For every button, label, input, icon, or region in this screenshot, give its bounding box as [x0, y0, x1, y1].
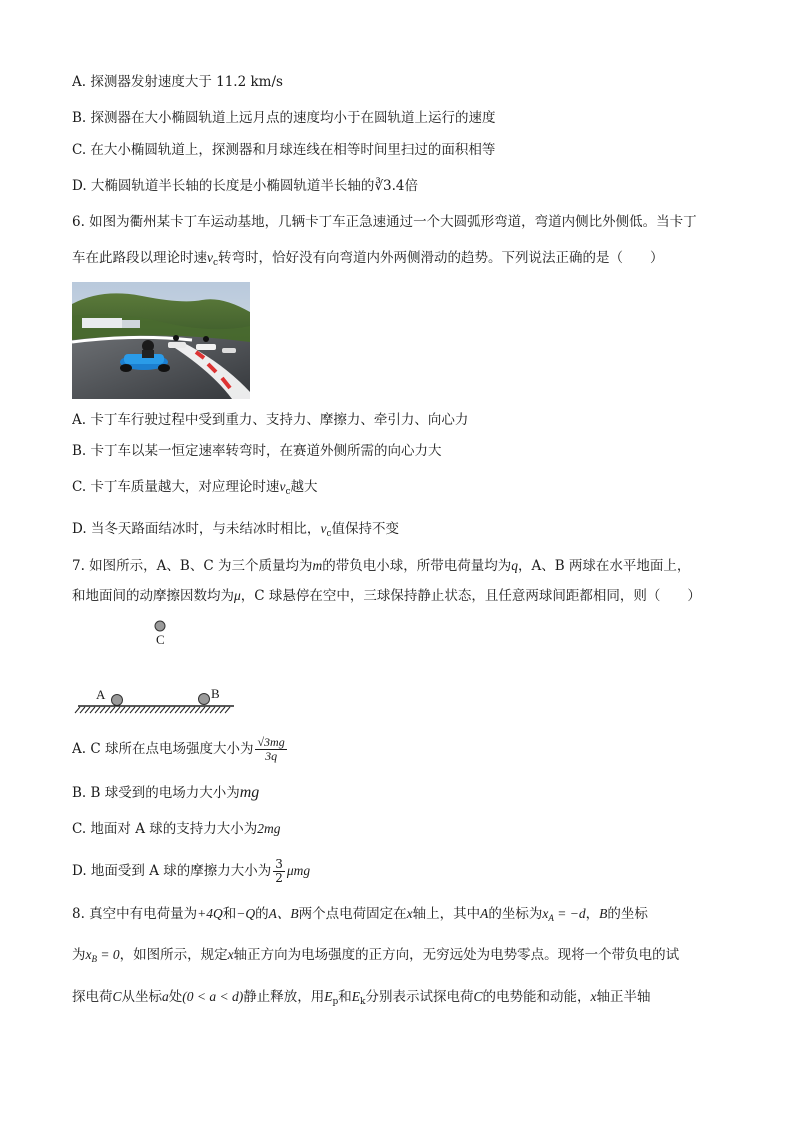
- q8-l1j: A: [480, 906, 489, 921]
- q8-l3g: 静止释放，用: [243, 989, 325, 1005]
- hatch-stroke: [205, 707, 210, 713]
- q6-option-b: B. 卡丁车以某一恒定速率转弯时，在赛道外侧所需的向心力大: [72, 443, 442, 459]
- q5-option-d-suffix: 倍: [404, 178, 419, 194]
- q8-l1c: 和: [222, 906, 237, 922]
- hatch-stroke: [150, 707, 155, 713]
- q6-option-c-b: 越大: [290, 479, 318, 495]
- q7-option-d-text: D. 地面受到 A 球的摩擦力大小为: [72, 863, 272, 879]
- q8-l2e: ，如图所示，规定: [119, 947, 228, 963]
- q6-option-a: A. 卡丁车行驶过程中受到重力、支持力、摩擦力、牵引力、向心力: [72, 412, 469, 428]
- ball-b-label: B: [211, 686, 220, 701]
- q7-stem-line2: [72, 586, 732, 606]
- q8-l3p: x: [590, 989, 597, 1004]
- q7-m: m: [312, 558, 323, 573]
- hatch-stroke: [220, 707, 225, 713]
- q7-option-d-val: μmg: [286, 863, 311, 878]
- hatch-stroke: [80, 707, 85, 713]
- q7-option-a: [72, 735, 732, 763]
- hatch-stroke: [225, 707, 230, 713]
- q8-l3h: E: [324, 989, 333, 1004]
- q8-l3k: E: [351, 989, 360, 1004]
- q8-l1g: 两个点电荷固定在: [298, 906, 407, 922]
- hatch-stroke: [190, 707, 195, 713]
- hatch-stroke: [200, 707, 205, 713]
- q5-option-d-root: ∛3.4: [374, 178, 405, 194]
- q8-l1q: 的坐标: [607, 906, 648, 922]
- hatch-stroke: [100, 707, 105, 713]
- hatch-stroke: [175, 707, 180, 713]
- q7-option-c: [72, 819, 732, 839]
- ball-c-label: C: [156, 632, 165, 647]
- q8-line2: [72, 945, 732, 969]
- q8-l2g: 轴正方向为电场强度的正方向，无穷远处为电势零点。现将一个带负电的试: [233, 947, 680, 963]
- q7-option-d: [72, 855, 732, 887]
- q8-l3n: C: [473, 989, 483, 1004]
- q8-l2c: B: [91, 954, 97, 964]
- q5-option-b: B. 探测器在大小椭圆轨道上远月点的速度均小于在圆轨道上运行的速度: [72, 110, 496, 126]
- q7-option-c-text: C. 地面对 A 球的支持力大小为: [72, 821, 258, 837]
- q8-l1i: 轴上，其中: [412, 906, 481, 922]
- hatch-stroke: [105, 707, 110, 713]
- ground-hatching: [75, 707, 230, 713]
- hatch-stroke: [75, 707, 80, 713]
- q7-stem2b: ，C 球悬停在空中，三球保持静止状态，且任意两球间距都相同，则（ ）: [240, 588, 701, 604]
- hatch-stroke: [130, 707, 135, 713]
- hatch-stroke: [185, 707, 190, 713]
- q7-option-b: [72, 783, 732, 803]
- q8-l1n: = −d: [553, 906, 586, 921]
- q7-option-a-den: 3q: [265, 749, 278, 763]
- q6-v-symbol: v: [207, 250, 213, 265]
- q6-option-d-b: 值保持不变: [331, 521, 399, 537]
- q8-line3: [72, 987, 732, 1012]
- hatch-stroke: [125, 707, 130, 713]
- q8-l3c: 从坐标: [121, 989, 163, 1005]
- hatch-stroke: [115, 707, 120, 713]
- q7-mu: μ: [234, 588, 241, 603]
- q8-l1a: 8. 真空中有电荷量为: [72, 906, 198, 922]
- hatch-stroke: [210, 707, 215, 713]
- hatch-stroke: [120, 707, 125, 713]
- q7-stem1a: 7. 如图所示，A、B、C 为三个质量均为: [72, 558, 313, 574]
- q6-option-c-vsub: c: [285, 487, 291, 497]
- q8-l3l: k: [360, 997, 366, 1007]
- q5-option-a: A. 探测器发射速度大于 11.2 km/s: [72, 74, 283, 90]
- q7-stem-line1: [72, 556, 732, 576]
- q6-stem-line1: 6. 如图为衢州某卡丁车运动基地，几辆卡丁车正急速通过一个大圆弧形弯道，弯道内侧比外侧低。当卡丁: [72, 214, 697, 230]
- q8-l3b: C: [112, 989, 122, 1004]
- hatch-stroke: [195, 707, 200, 713]
- hatch-stroke: [140, 707, 145, 713]
- q8-l1e: 的: [255, 906, 269, 922]
- q8-l1o: ，: [585, 906, 600, 922]
- q7-option-d-fraction: [273, 858, 285, 885]
- q7-option-a-fraction: [255, 736, 286, 763]
- q8-l3a: 探电荷: [72, 989, 113, 1005]
- q6-option-d-vsub: c: [326, 529, 332, 539]
- q8-l1h: x: [406, 906, 413, 921]
- hatch-stroke: [145, 707, 150, 713]
- hatch-stroke: [170, 707, 175, 713]
- q6-stem2b: 转弯时，恰好没有向弯道内外两侧滑动的趋势。下列说法正确的是（ ）: [218, 250, 664, 266]
- q6-stem-line2: [72, 248, 732, 273]
- ball-c: [155, 621, 165, 631]
- q7-q: q: [511, 558, 518, 573]
- q7-option-c-val: 2mg: [257, 821, 281, 836]
- q6-stem2a: 车在此路段以理论时速: [72, 250, 207, 266]
- q6-option-c-v: v: [279, 479, 286, 494]
- q7-option-d-den: 2: [275, 871, 283, 885]
- q8-l2b: x: [85, 947, 92, 962]
- hatch-stroke: [110, 707, 115, 713]
- q8-l2f: x: [227, 947, 234, 962]
- q7-stem1b: 的带负电小球，所带电荷量均为: [322, 558, 512, 574]
- q8-l1d: −Q: [236, 906, 256, 921]
- q8-l2d: = 0: [97, 947, 120, 962]
- q8-line1: [72, 904, 732, 928]
- ball-b: [199, 694, 210, 705]
- q6-option-d-a: D. 当冬天路面结冰时，与未结冰时相比，: [72, 521, 321, 537]
- hatch-stroke: [85, 707, 90, 713]
- q8-l3f: (0 < a < d): [182, 989, 244, 1004]
- q6-option-d: [72, 519, 732, 544]
- q5-option-d: [72, 176, 732, 196]
- q6-option-c: [72, 477, 732, 502]
- q8-l1f: A、B: [268, 906, 299, 921]
- hatch-stroke: [135, 707, 140, 713]
- q8-l3q: 轴正半轴: [596, 989, 651, 1005]
- hatch-stroke: [160, 707, 165, 713]
- hatch-stroke: [90, 707, 95, 713]
- q8-l3o: 的电势能和动能，: [482, 989, 591, 1005]
- q6-option-d-v: v: [320, 521, 327, 536]
- hatch-stroke: [215, 707, 220, 713]
- q7-option-a-num: √3mg: [257, 735, 285, 749]
- ball-a: [112, 695, 123, 706]
- hatch-stroke: [95, 707, 100, 713]
- q7-option-a-text: A. C 球所在点电场强度大小为: [72, 741, 254, 757]
- q5-option-c: C. 在大小椭圆轨道上，探测器和月球连线在相等时间里扫过的面积相等: [72, 142, 496, 158]
- q7-option-b-val: mg: [239, 784, 260, 801]
- q8-l1l: x: [542, 906, 549, 921]
- q8-l1b: +4Q: [197, 906, 223, 921]
- q8-l1m: A: [548, 913, 554, 923]
- q8-l3j: 和: [338, 989, 352, 1005]
- q7-option-d-num: 3: [275, 857, 283, 871]
- q8-l3m: 分别表示试探电荷: [365, 989, 474, 1005]
- q8-l1p: B: [599, 906, 608, 921]
- q5-option-d-text: D. 大椭圆轨道半长轴的长度是小椭圆轨道半长轴的: [72, 178, 375, 194]
- q6-option-c-a: C. 卡丁车质量越大，对应理论时速: [72, 479, 280, 495]
- q7-stem2a: 和地面间的动摩擦因数均为: [72, 588, 234, 604]
- q8-l3e: 处: [168, 989, 183, 1005]
- hatch-stroke: [180, 707, 185, 713]
- three-balls-diagram: [72, 618, 242, 718]
- q7-stem1c: ，A、B 两球在水平地面上，: [517, 558, 691, 574]
- q8-l3i: p: [332, 997, 339, 1007]
- go-kart-photo: [72, 282, 250, 399]
- hatch-stroke: [165, 707, 170, 713]
- q7-option-b-text: B. B 球受到的电场力大小为: [72, 785, 240, 801]
- q8-l2a: 为: [72, 947, 86, 963]
- ball-a-label: A: [96, 687, 106, 702]
- q8-l3d: a: [162, 989, 169, 1004]
- hatch-stroke: [155, 707, 160, 713]
- q6-v-sub: c: [213, 258, 219, 268]
- q8-l1k: 的坐标为: [488, 906, 543, 922]
